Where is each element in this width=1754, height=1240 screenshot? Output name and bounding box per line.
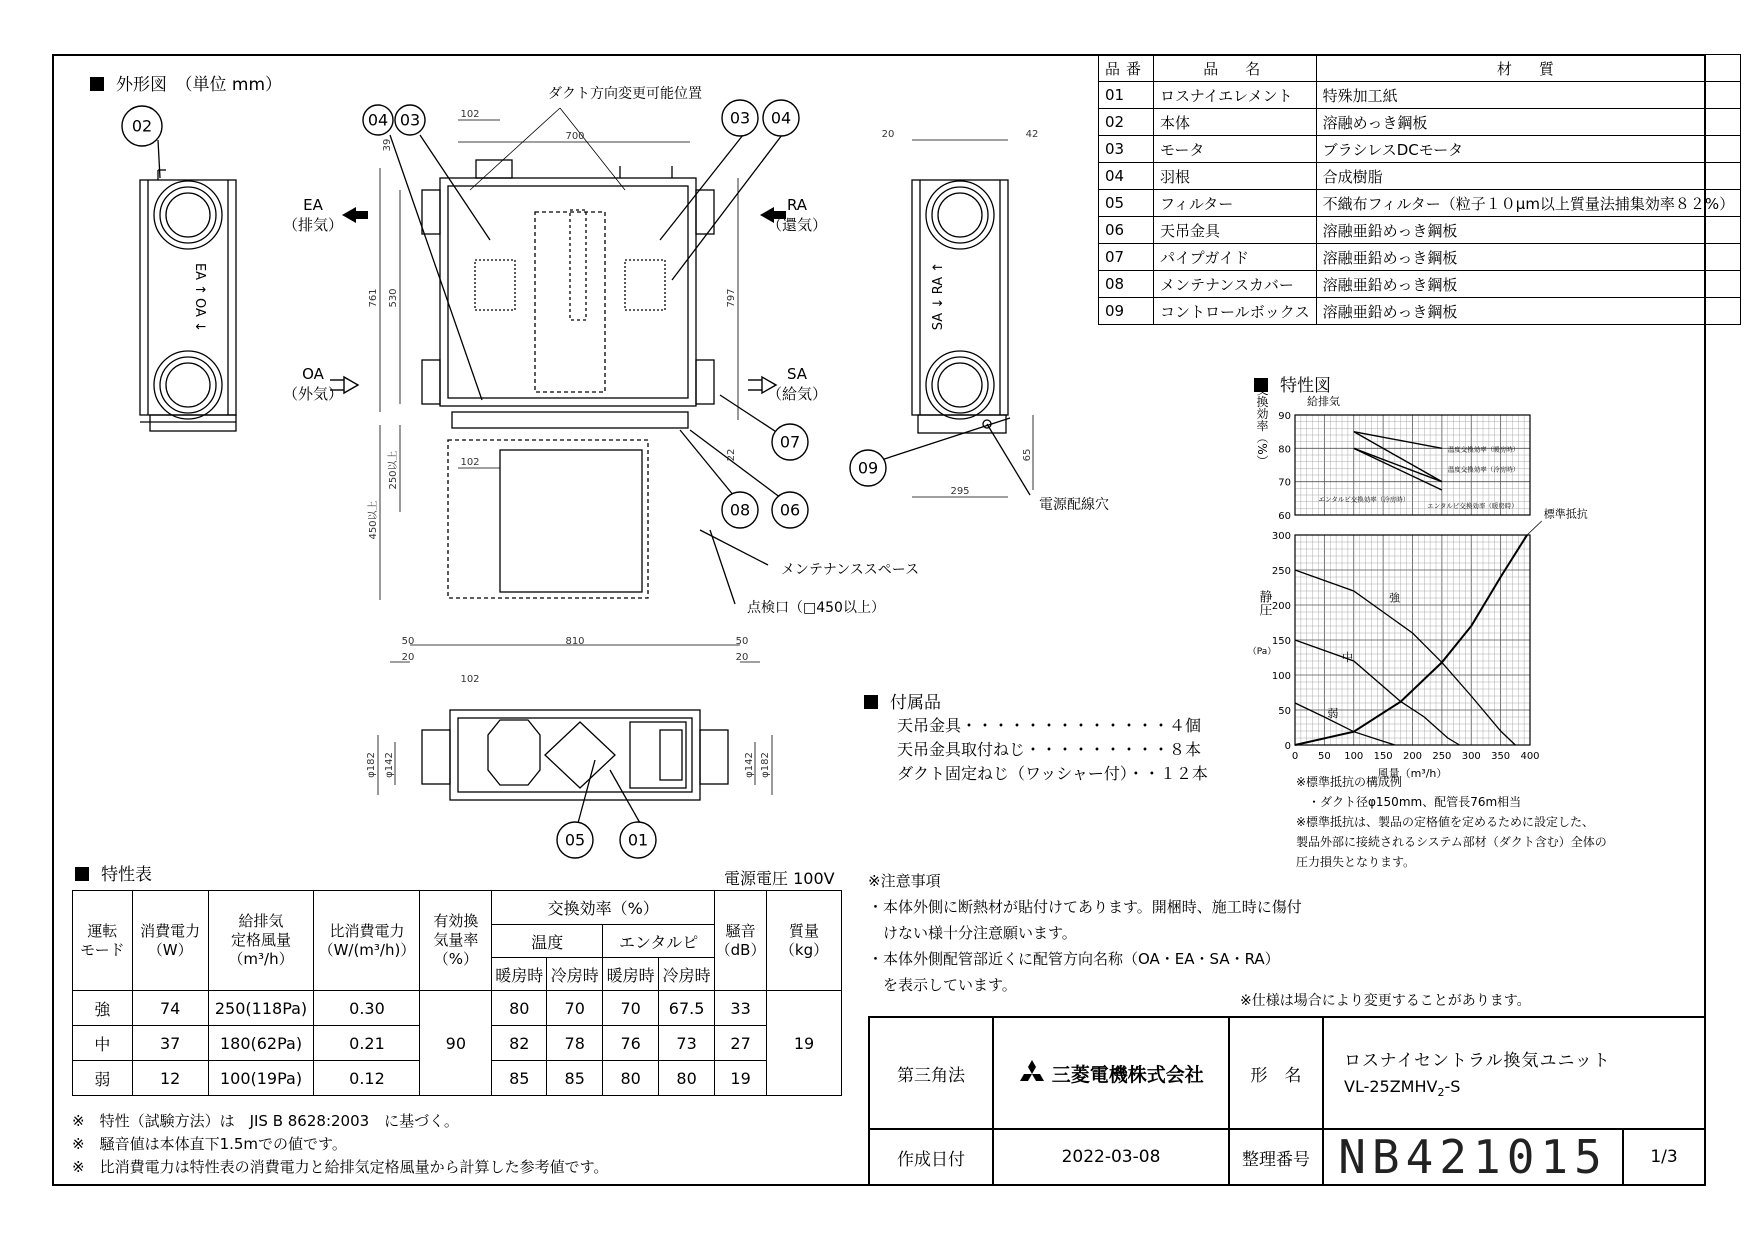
svg-text:22: 22 xyxy=(726,448,737,462)
svg-text:20: 20 xyxy=(735,652,749,663)
y-tick-label: 200 xyxy=(1271,601,1291,612)
y-tick-label: 0 xyxy=(1284,741,1291,752)
svg-text:OA ↓: OA ↓ xyxy=(192,298,207,332)
oa-arrow-icon xyxy=(344,377,358,393)
svg-text:295: 295 xyxy=(950,486,970,497)
parts-table xyxy=(1098,54,1741,325)
x-tick-label: 250 xyxy=(1432,751,1452,762)
caution-notes: ※注意事項 ・本体外側に断熱材が貼付けてあります。開梱時、施工時に傷付 けない様十分注意願います。 ・本体外側配管部近くに配管方向名称（OA・EA・SA・RA） を表示しています。 xyxy=(868,872,1302,994)
eff-tick-label: 80 xyxy=(1278,444,1291,456)
svg-text:（排気）: （排気） xyxy=(282,216,344,234)
chart-title: 特性図 xyxy=(1254,371,1331,396)
svg-text:07: 07 xyxy=(779,432,801,452)
parts-row: 06 天吊金具 溶融亜鉛めっき鋼板 xyxy=(1099,217,1741,244)
efficiency-label: 温度交換効率（冷房時） xyxy=(1447,465,1520,474)
svg-text:04: 04 xyxy=(367,110,389,130)
x-tick-label: 50 xyxy=(1318,751,1331,762)
svg-text:65: 65 xyxy=(1022,448,1033,462)
y-tick-label: 150 xyxy=(1271,636,1291,647)
svg-text:03: 03 xyxy=(729,108,751,128)
svg-text:02: 02 xyxy=(131,116,153,136)
svg-text:530: 530 xyxy=(388,288,399,308)
svg-text:（給気）: （給気） xyxy=(766,385,828,403)
svg-text:102: 102 xyxy=(460,674,480,685)
svg-text:08: 08 xyxy=(729,500,751,520)
ra-port xyxy=(926,181,994,249)
svg-text:φ142: φ142 xyxy=(744,752,755,778)
svg-text:42: 42 xyxy=(1025,129,1039,140)
x-tick-label: 350 xyxy=(1491,751,1511,762)
x-tick-label: 200 xyxy=(1402,751,1423,762)
svg-text:102: 102 xyxy=(460,457,480,468)
title-block: 第三角法 三菱電機株式会社 形 名 ロスナイセントラル換気ユニット $VL-25ZMHV_2-S$ 作成日付 2022-03-08 整理番号 NB421015 1/3 xyxy=(868,1016,1706,1186)
efficiency-label: 温度交換効率（暖房時） xyxy=(1447,445,1520,454)
efficiency-label: エンタルピ交換効率（冷房時） xyxy=(1318,495,1410,504)
mitsubishi-logo-icon xyxy=(1018,1060,1046,1086)
x-axis-label: 風量（m³/h） xyxy=(1377,767,1448,780)
svg-text:50: 50 xyxy=(401,636,415,647)
svg-text:φ182: φ182 xyxy=(366,752,377,778)
svg-text:50: 50 xyxy=(735,636,749,647)
curve-label: 強 xyxy=(1389,591,1400,605)
efficiency-line-0 xyxy=(1354,432,1442,449)
accessory-item: ダクト固定ねじ（ワッシャー付）・・１２本 xyxy=(897,764,1208,783)
front-body xyxy=(440,178,696,406)
efficiency-line-1 xyxy=(1354,432,1442,482)
svg-text:06: 06 xyxy=(779,500,801,520)
spec-table: 運転 モード 消費電力 （W） 給排気 定格風量 （m³/h） 比消費電力 （W/(m³/h)） 有効換 気量率 （%） 交換効率（%） 騒音 （dB） 質量 （kg） 温度 エンタルピ 暖房時 冷房時 暖房時 冷房時 強 74 250(118Pa) 0.30 90 80 70 70 67.5 33 19 中 37 180(62Pa) 0.21 82 78 76 73 27 弱 12 100(19Pa) 0.12 85 85 80 80 19 xyxy=(72,890,842,1096)
resistance-leader xyxy=(1527,521,1542,535)
spec-row-weak: 弱 12 100(19Pa) 0.12 85 85 80 80 19 xyxy=(73,1061,842,1096)
svg-text:点検口（□450以上）: 点検口（□450以上） xyxy=(747,600,885,616)
resistance-label: 標準抵抗 xyxy=(1543,507,1588,521)
svg-text:EA: EA xyxy=(303,196,323,214)
y-tick-label: 250 xyxy=(1271,566,1291,577)
svg-text:ダクト方向変更可能位置: ダクト方向変更可能位置 xyxy=(548,86,702,102)
svg-text:EA ↑: EA ↑ xyxy=(192,262,207,296)
parts-row: 04 羽根 合成樹脂 xyxy=(1099,163,1741,190)
efficiency-label: エンタルピ交換効率（暖房時） xyxy=(1427,502,1518,510)
accessories-title: 付属品 xyxy=(864,688,941,713)
efficiency-line-3 xyxy=(1354,448,1442,481)
x-tick-label: 0 xyxy=(1291,751,1299,762)
eff-top-label: 給排気 xyxy=(1307,395,1340,408)
ea-port xyxy=(154,181,222,249)
ea-arrow-icon xyxy=(342,207,356,223)
svg-text:SA: SA xyxy=(786,365,808,383)
svg-text:20: 20 xyxy=(881,129,895,140)
x-tick-label: 100 xyxy=(1344,751,1364,762)
x-tick-label: 400 xyxy=(1520,751,1540,762)
x-tick-label: 300 xyxy=(1461,751,1481,762)
spec-row-medium: 中 37 180(62Pa) 0.21 82 78 76 73 27 xyxy=(73,1026,842,1061)
svg-text:05: 05 xyxy=(564,830,586,850)
eff-axis-label: 交換効率（%） xyxy=(1255,383,1269,467)
y-tick-label: 50 xyxy=(1278,706,1291,717)
parts-row: 09 コントロールボックス 溶融亜鉛めっき鋼板 xyxy=(1099,298,1741,325)
x-tick-label: 150 xyxy=(1373,751,1393,762)
curve-label: 中 xyxy=(1342,651,1353,664)
parts-row: 02 本体 溶融めっき鋼板 xyxy=(1099,109,1741,136)
spec-title: 特性表 xyxy=(75,860,152,885)
svg-text:メンテナンススペース: メンテナンススペース xyxy=(780,562,920,578)
parts-row: 01 ロスナイエレメント 特殊加工紙 xyxy=(1099,82,1741,109)
parts-row: 08 メンテナンスカバー 溶融亜鉛めっき鋼板 xyxy=(1099,271,1741,298)
y-tick-label: 100 xyxy=(1271,671,1291,682)
svg-text:OA: OA xyxy=(302,365,324,383)
svg-text:797: 797 xyxy=(726,288,737,308)
svg-text:01: 01 xyxy=(627,830,649,850)
sa-port xyxy=(926,351,994,419)
svg-text:RA: RA xyxy=(786,196,808,214)
svg-text:RA ↑: RA ↑ xyxy=(931,261,946,295)
eff-tick-label: 60 xyxy=(1278,511,1291,522)
eff-tick-label: 70 xyxy=(1278,477,1291,489)
accessories-list xyxy=(897,714,1208,786)
oa-port xyxy=(154,351,222,419)
spec-change-note: ※仕様は場合により変更することがあります。 xyxy=(1240,993,1531,1009)
svg-text:450以上: 450以上 xyxy=(368,500,379,540)
accessory-item: 天吊金具取付ねじ・・・・・・・・・８本 xyxy=(897,740,1202,759)
svg-text:SA ↓: SA ↓ xyxy=(931,297,946,331)
svg-text:電源配線穴: 電源配線穴 xyxy=(1039,497,1109,513)
svg-text:20: 20 xyxy=(401,652,415,663)
svg-text:39: 39 xyxy=(382,138,393,152)
svg-text:φ182: φ182 xyxy=(760,752,771,778)
svg-text:04: 04 xyxy=(770,108,792,128)
svg-text:03: 03 xyxy=(399,110,421,130)
y-axis-unit: （Pa） xyxy=(1247,647,1277,657)
svg-text:φ142: φ142 xyxy=(384,752,395,778)
svg-text:102: 102 xyxy=(460,109,480,120)
efficiency-line-2 xyxy=(1354,448,1442,490)
svg-text:761: 761 xyxy=(368,288,379,308)
spec-row-strong: 強 74 250(118Pa) 0.30 90 80 70 70 67.5 33 19 xyxy=(73,991,842,1026)
parts-header: 品番 品 名 材 質 xyxy=(1099,55,1741,82)
chart-notes: ※標準抵抗の構成例 ・ダクト径φ150mm、配管長76m相当 ※標準抵抗は、製品の定格値を定めるために設定した、 製品外部に接続されるシステム部材（ダクト含む）全体の 圧力損失となります。 xyxy=(1296,775,1607,869)
y-tick-label: 300 xyxy=(1271,531,1291,542)
curve-label: 弱 xyxy=(1327,707,1339,720)
company-cell: 三菱電機株式会社 xyxy=(993,1017,1229,1129)
outline-title: 外形図 （単位 mm） xyxy=(90,70,282,95)
accessory-item: 天吊金具・・・・・・・・・・・・・４個 xyxy=(897,716,1202,735)
svg-text:（外気）: （外気） xyxy=(282,385,344,403)
svg-text:（還気）: （還気） xyxy=(766,216,828,234)
parts-row: 07 パイプガイド 溶融亜鉛めっき鋼板 xyxy=(1099,244,1741,271)
svg-text:250以上: 250以上 xyxy=(388,450,399,490)
parts-row: 05 フィルター 不織布フィルター（粒子１０μm以上質量法捕集効率８２%） xyxy=(1099,190,1741,217)
svg-text:700: 700 xyxy=(565,131,585,142)
eff-tick-label: 90 xyxy=(1278,411,1291,422)
spec-footnotes: ※ 特性（試験方法）は JIS B 8628:2003 に基づく。 ※ 騒音値は本体直下1.5mでの値です。 ※ 比消費電力は特性表の消費電力と給排気定格風量から計算した参考値です。 xyxy=(72,1112,609,1176)
svg-text:09: 09 xyxy=(857,458,879,478)
svg-text:810: 810 xyxy=(565,636,585,647)
y-axis-label: 静圧 xyxy=(1256,590,1272,616)
parts-row: 03 モータ ブラシレスDCモータ xyxy=(1099,136,1741,163)
voltage: 電源電圧 100V xyxy=(724,869,835,888)
